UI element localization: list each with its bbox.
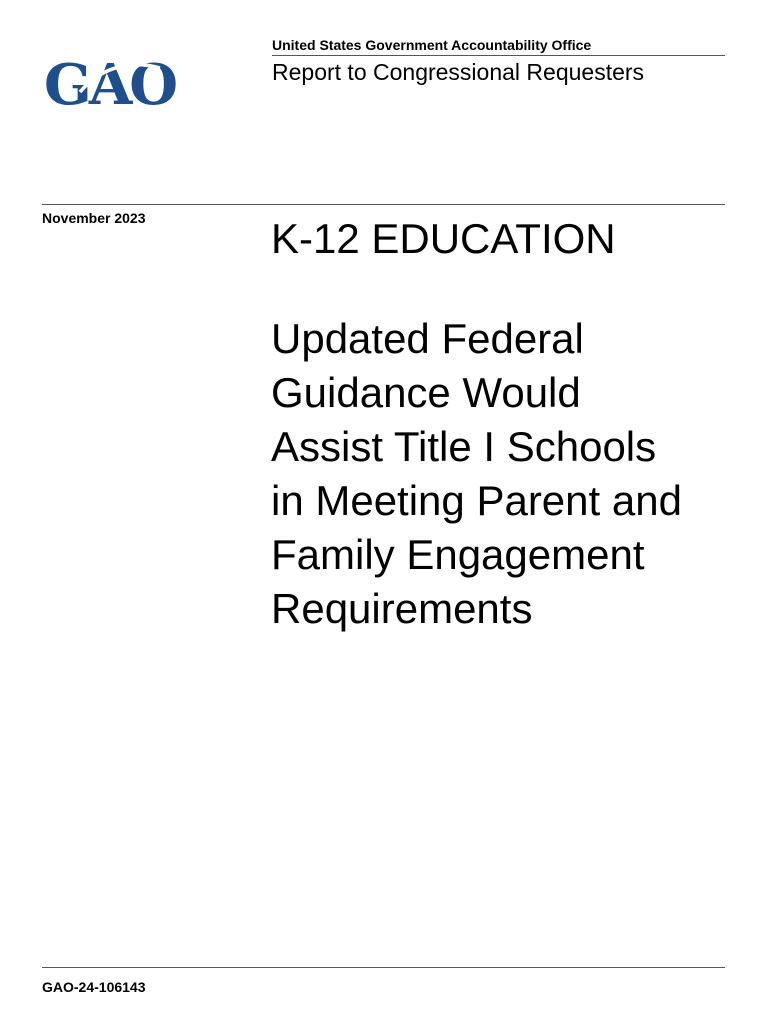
title-line: Requirements [271,585,533,632]
footer-divider [42,967,725,968]
report-type: Report to Congressional Requesters [272,59,645,85]
title-line: Assist Title I Schools [271,423,657,470]
report-title [271,312,731,636]
gao-logo [42,52,182,110]
agency-name: United States Government Accountability Office [272,37,592,53]
title-line: Family Engagement [271,531,645,578]
publication-date: November 2023 [42,210,146,226]
gao-logo-lettering: GAO [44,52,176,110]
title-line: Updated Federal [271,315,584,362]
report-topic: K-12 EDUCATION [271,215,616,262]
report-number: GAO-24-106143 [42,979,146,995]
title-line: in Meeting Parent and [271,477,682,524]
section-divider [42,204,725,205]
header-divider [272,55,725,56]
title-line: Guidance Would [271,369,581,416]
